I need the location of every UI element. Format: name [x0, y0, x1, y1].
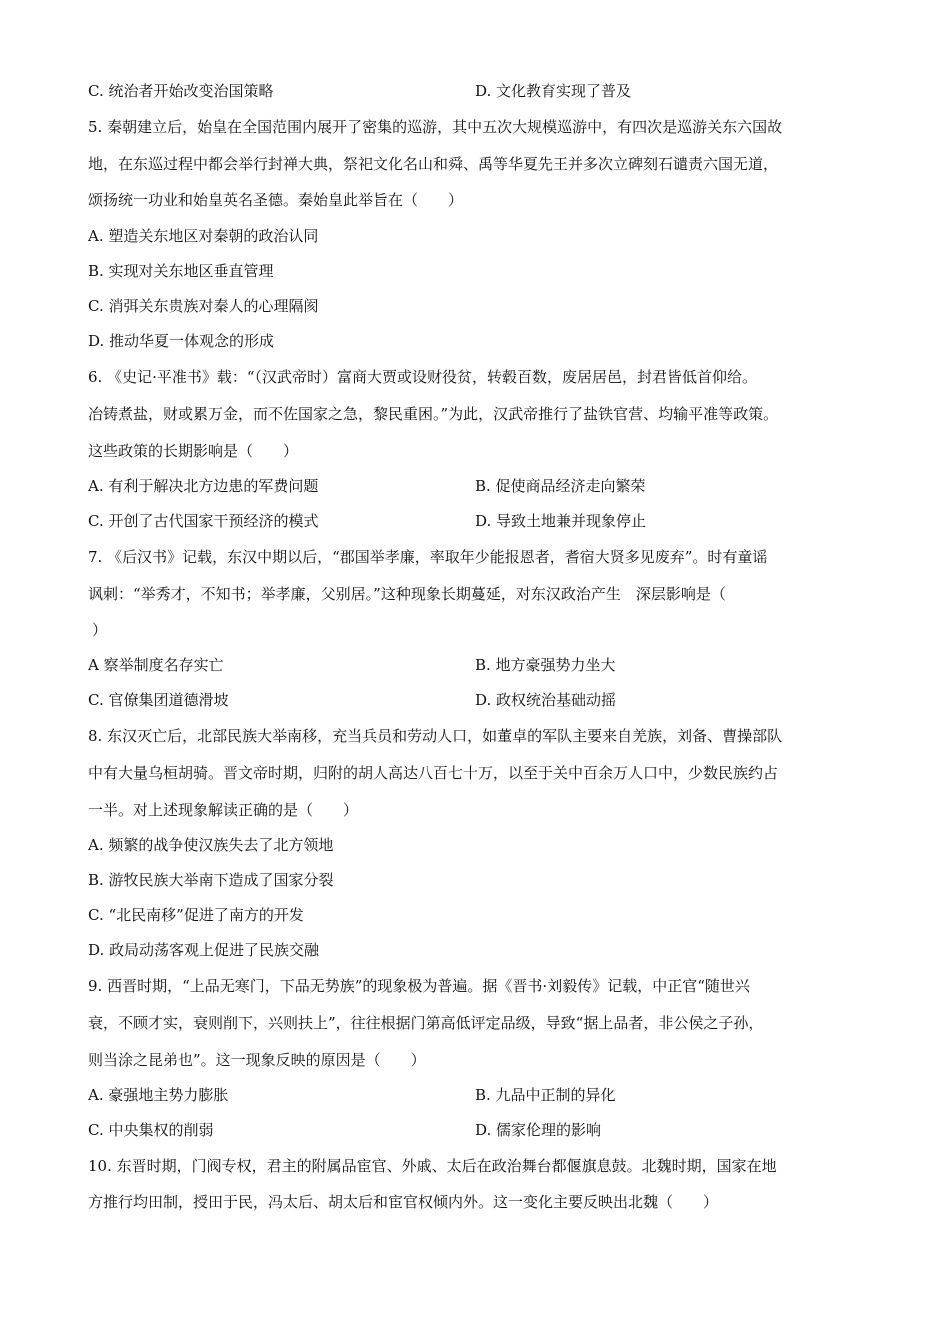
q6-option-a: A. 有利于解决北方边患的军费问题 — [88, 477, 319, 495]
q9-option-a: A. 豪强地主势力膨胀 — [88, 1086, 229, 1104]
q9-stem-line-1: 9. 西晋时期，“上品无寒门，下品无势族”的现象极为普遍。据《晋书·刘毅传》记载，中正官“随世兴 — [88, 977, 750, 995]
q7-option-c: C. 官僚集团道德滑坡 — [88, 691, 229, 709]
q10-stem-line-2: 方推行均田制，授田于民，冯太后、胡太后和宦官权倾内外。这一变化主要反映出北魏（ ） — [88, 1193, 719, 1211]
q9-option-b: B. 九品中正制的异化 — [475, 1086, 616, 1104]
q5-option-b: B. 实现对关东地区垂直管理 — [88, 262, 274, 280]
q7-stem-line-1: 7. 《后汉书》记载，东汉中期以后，“郡国举孝廉，率取年少能报恩者，耆宿大贤多见废弃”。时有童谣 — [88, 548, 768, 566]
q9-option-c: C. 中央集权的削弱 — [88, 1121, 214, 1139]
q5-stem-line-1: 5. 秦朝建立后，始皇在全国范围内展开了密集的巡游，其中五次大规模巡游中，有四次是巡游关东六国故 — [88, 118, 783, 136]
q8-option-d: D. 政局动荡客观上促进了民族交融 — [88, 941, 320, 959]
q8-option-a: A. 频繁的战争使汉族失去了北方领地 — [88, 836, 334, 854]
q6-option-d: D. 导致土地兼并现象停止 — [475, 512, 647, 530]
q6-stem-line-1: 6. 《史记·平准书》载：“（汉武帝时）富商大贾或设财役贫，转毂百数，废居居邑，封君皆低首仰给。 — [88, 368, 758, 386]
q10-stem-line-1: 10. 东晋时期，门阀专权，君主的附属品宦官、外戚、太后在政治舞台都偃旗息鼓。北魏时期，国家在地 — [88, 1157, 777, 1175]
q5-option-d: D. 推动华夏一体观念的形成 — [88, 332, 275, 350]
q7-option-b: B. 地方豪强势力坐大 — [475, 656, 616, 674]
q6-option-c: C. 开创了古代国家干预经济的模式 — [88, 512, 319, 530]
q4-option-d: D. 文化教育实现了普及 — [475, 82, 632, 100]
q5-option-a: A. 塑造关东地区对秦朝的政治认同 — [88, 227, 319, 245]
q8-stem-line-2: 中有大量乌桓胡骑。晋文帝时期，归附的胡人高达八百七十万，以至于关中百余万人口中，少数民族约占 — [88, 764, 779, 782]
q8-option-c: C. “北民南移”促进了南方的开发 — [88, 906, 304, 924]
q9-option-d: D. 儒家伦理的影响 — [475, 1121, 602, 1139]
q7-option-a: A 察举制度名存实亡 — [88, 656, 224, 674]
q6-stem-line-3: 这些政策的长期影响是（ ） — [88, 442, 299, 460]
q5-stem-line-3: 颂扬统一功业和始皇英名圣德。秦始皇此举旨在（ ） — [88, 191, 464, 209]
q4-option-c: C. 统治者开始改变治国策略 — [88, 82, 274, 100]
q5-stem-line-2: 地，在东巡过程中都会举行封禅大典，祭祀文化名山和舜、禹等华夏先王并多次立碑刻石谴责六国无道， — [88, 155, 779, 173]
q6-option-b: B. 促使商品经济走向繁荣 — [475, 477, 646, 495]
q5-option-c: C. 消弭关东贵族对秦人的心理隔阂 — [88, 297, 319, 315]
q8-stem-line-3: 一半。对上述现象解读正确的是（ ） — [88, 801, 359, 819]
q8-option-b: B. 游牧民族大举南下造成了国家分裂 — [88, 871, 334, 889]
q9-stem-line-3: 则当涂之昆弟也”。这一现象反映的原因是（ ） — [88, 1051, 426, 1069]
q9-stem-line-2: 衰，不顾才实，衰则削下，兴则扶上”，往往根据门第高低评定品级，导致“据上品者，非公侯之子孙， — [88, 1014, 764, 1032]
q7-stem-line-3: ） — [92, 621, 108, 639]
q7-stem-line-2: 讽刺：“举秀才，不知书；举孝廉，父别居。”这种现象长期蔓延，对东汉政治产生 深层影响是（ — [88, 585, 726, 603]
q7-option-d: D. 政权统治基础动摇 — [475, 691, 617, 709]
q6-stem-line-2: 冶铸煮盐，财或累万金，而不佐国家之急，黎民重困。”为此，汉武帝推行了盐铁官营、均输平准等政策。 — [88, 405, 779, 423]
q8-stem-line-1: 8. 东汉灭亡后，北部民族大举南移，充当兵员和劳动人口，如董卓的军队主要来自羌族，刘备、曹操部队 — [88, 727, 783, 745]
